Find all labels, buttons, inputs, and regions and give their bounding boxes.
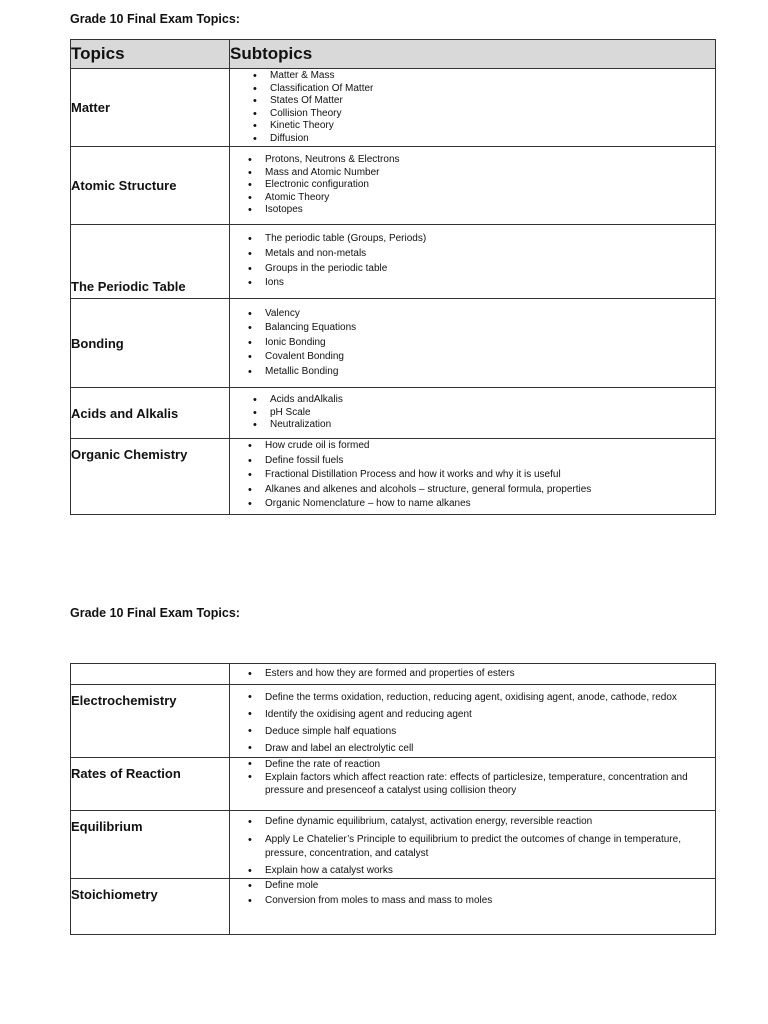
topic-cell: Equilibrium (71, 811, 230, 879)
topics-table (70, 39, 716, 515)
topics-table (70, 663, 716, 935)
topic-cell: Rates of Reaction (71, 758, 230, 811)
list-item: • Ions (265, 276, 715, 291)
topic-cell: Acids and Alkalis (71, 388, 230, 439)
subtopic-list (230, 307, 715, 380)
subtopics-cell (230, 811, 716, 879)
table-row (71, 225, 716, 299)
subtopic-list (230, 815, 715, 878)
list-item: • Kinetic Theory (270, 120, 715, 133)
subtopic-list (230, 394, 715, 432)
list-item: • Ionic Bonding (265, 336, 715, 351)
list-item: • How crude oil is formed (265, 439, 715, 454)
topic-cell (71, 664, 230, 685)
list-item: • Isotopes (265, 204, 715, 217)
subtopics-cell (230, 147, 716, 225)
table-row (71, 664, 716, 685)
table-row (71, 147, 716, 225)
subtopics-cell (230, 299, 716, 388)
list-item: • Classification Of Matter (270, 83, 715, 96)
subtopics-cell (230, 758, 716, 811)
list-item: • Define fossil fuels (265, 454, 715, 469)
table-row (71, 388, 716, 439)
subtopic-list (230, 668, 715, 681)
list-item: • Protons, Neutrons & Electrons (265, 154, 715, 167)
topic-cell: Atomic Structure (71, 147, 230, 225)
list-item: • Deduce simple half equations (265, 723, 715, 740)
list-item: • Electronic configuration (265, 179, 715, 192)
topic-cell: Bonding (71, 299, 230, 388)
list-item: • Mass and Atomic Number (265, 167, 715, 180)
list-item: • Apply Le Chatelier’s Principle to equilibrium to predict the outcomes of change in temperature, pressure, concentration, and catalyst (265, 833, 715, 861)
subtopics-cell (230, 439, 716, 515)
list-item: • Neutralization (270, 419, 715, 432)
list-item: • Define mole (265, 879, 715, 894)
list-item: • pH Scale (270, 407, 715, 420)
list-item: • Esters and how they are formed and properties of esters (265, 668, 715, 681)
table-row (71, 685, 716, 758)
topic-cell: Electrochemistry (71, 685, 230, 758)
table-row (71, 69, 716, 147)
table-row (71, 758, 716, 811)
subtopic-list (230, 879, 715, 908)
list-item: • Explain factors which affect reaction rate: effects of particlesize, temperature, concentration and pressure and presenceof a catalyst using collision theory (265, 771, 715, 797)
list-item: • Alkanes and alkenes and alcohols – structure, general formula, properties (265, 483, 715, 498)
list-item: • Define dynamic equilibrium, catalyst, activation energy, reversible reaction (265, 815, 715, 829)
subtopic-list (230, 758, 715, 797)
table-row (71, 299, 716, 388)
subtopics-cell (230, 388, 716, 439)
page-heading: Grade 10 Final Exam Topics: (70, 12, 240, 26)
table-header-row (71, 40, 716, 69)
list-item: • Organic Nomenclature – how to name alkanes (265, 497, 715, 512)
subtopics-cell (230, 69, 716, 147)
list-item: • Explain how a catalyst works (265, 864, 715, 878)
list-item: • Balancing Equations (265, 321, 715, 336)
list-item: • Collision Theory (270, 108, 715, 121)
subtopic-list (230, 70, 715, 145)
list-item: • Acids andAlkalis (270, 394, 715, 407)
subtopic-list (230, 439, 715, 512)
topics-column-header: Topics (71, 40, 230, 69)
subtopics-cell (230, 225, 716, 299)
list-item: • Draw and label an electrolytic cell (265, 740, 715, 757)
topic-cell: Organic Chemistry (71, 439, 230, 515)
subtopic-list (230, 232, 715, 290)
table-row (71, 439, 716, 515)
topic-cell: Stoichiometry (71, 879, 230, 935)
subtopic-list (230, 689, 715, 757)
table-row (71, 811, 716, 879)
page-heading: Grade 10 Final Exam Topics: (70, 606, 240, 620)
table-row (71, 879, 716, 935)
list-item: • Covalent Bonding (265, 350, 715, 365)
list-item: • Diffusion (270, 133, 715, 146)
subtopics-cell (230, 685, 716, 758)
list-item: • Groups in the periodic table (265, 262, 715, 277)
list-item: • Valency (265, 307, 715, 322)
list-item: • Identify the oxidising agent and reducing agent (265, 706, 715, 723)
list-item: • Define the terms oxidation, reduction, reducing agent, oxidising agent, anode, cathode, redox (265, 689, 715, 706)
subtopics-cell (230, 664, 716, 685)
list-item: • The periodic table (Groups, Periods) (265, 232, 715, 247)
list-item: • Matter & Mass (270, 70, 715, 83)
subtopics-cell (230, 879, 716, 935)
list-item: • Define the rate of reaction (265, 758, 715, 771)
list-item: • Metals and non-metals (265, 247, 715, 262)
subtopic-list (230, 154, 715, 217)
topic-cell: The Periodic Table (71, 225, 230, 299)
list-item: • States Of Matter (270, 95, 715, 108)
list-item: • Atomic Theory (265, 192, 715, 205)
list-item: • Conversion from moles to mass and mass to moles (265, 894, 715, 909)
list-item: • Metallic Bonding (265, 365, 715, 380)
list-item: • Fractional Distillation Process and how it works and why it is useful (265, 468, 715, 483)
topic-cell: Matter (71, 69, 230, 147)
subtopics-column-header: Subtopics (230, 40, 716, 69)
